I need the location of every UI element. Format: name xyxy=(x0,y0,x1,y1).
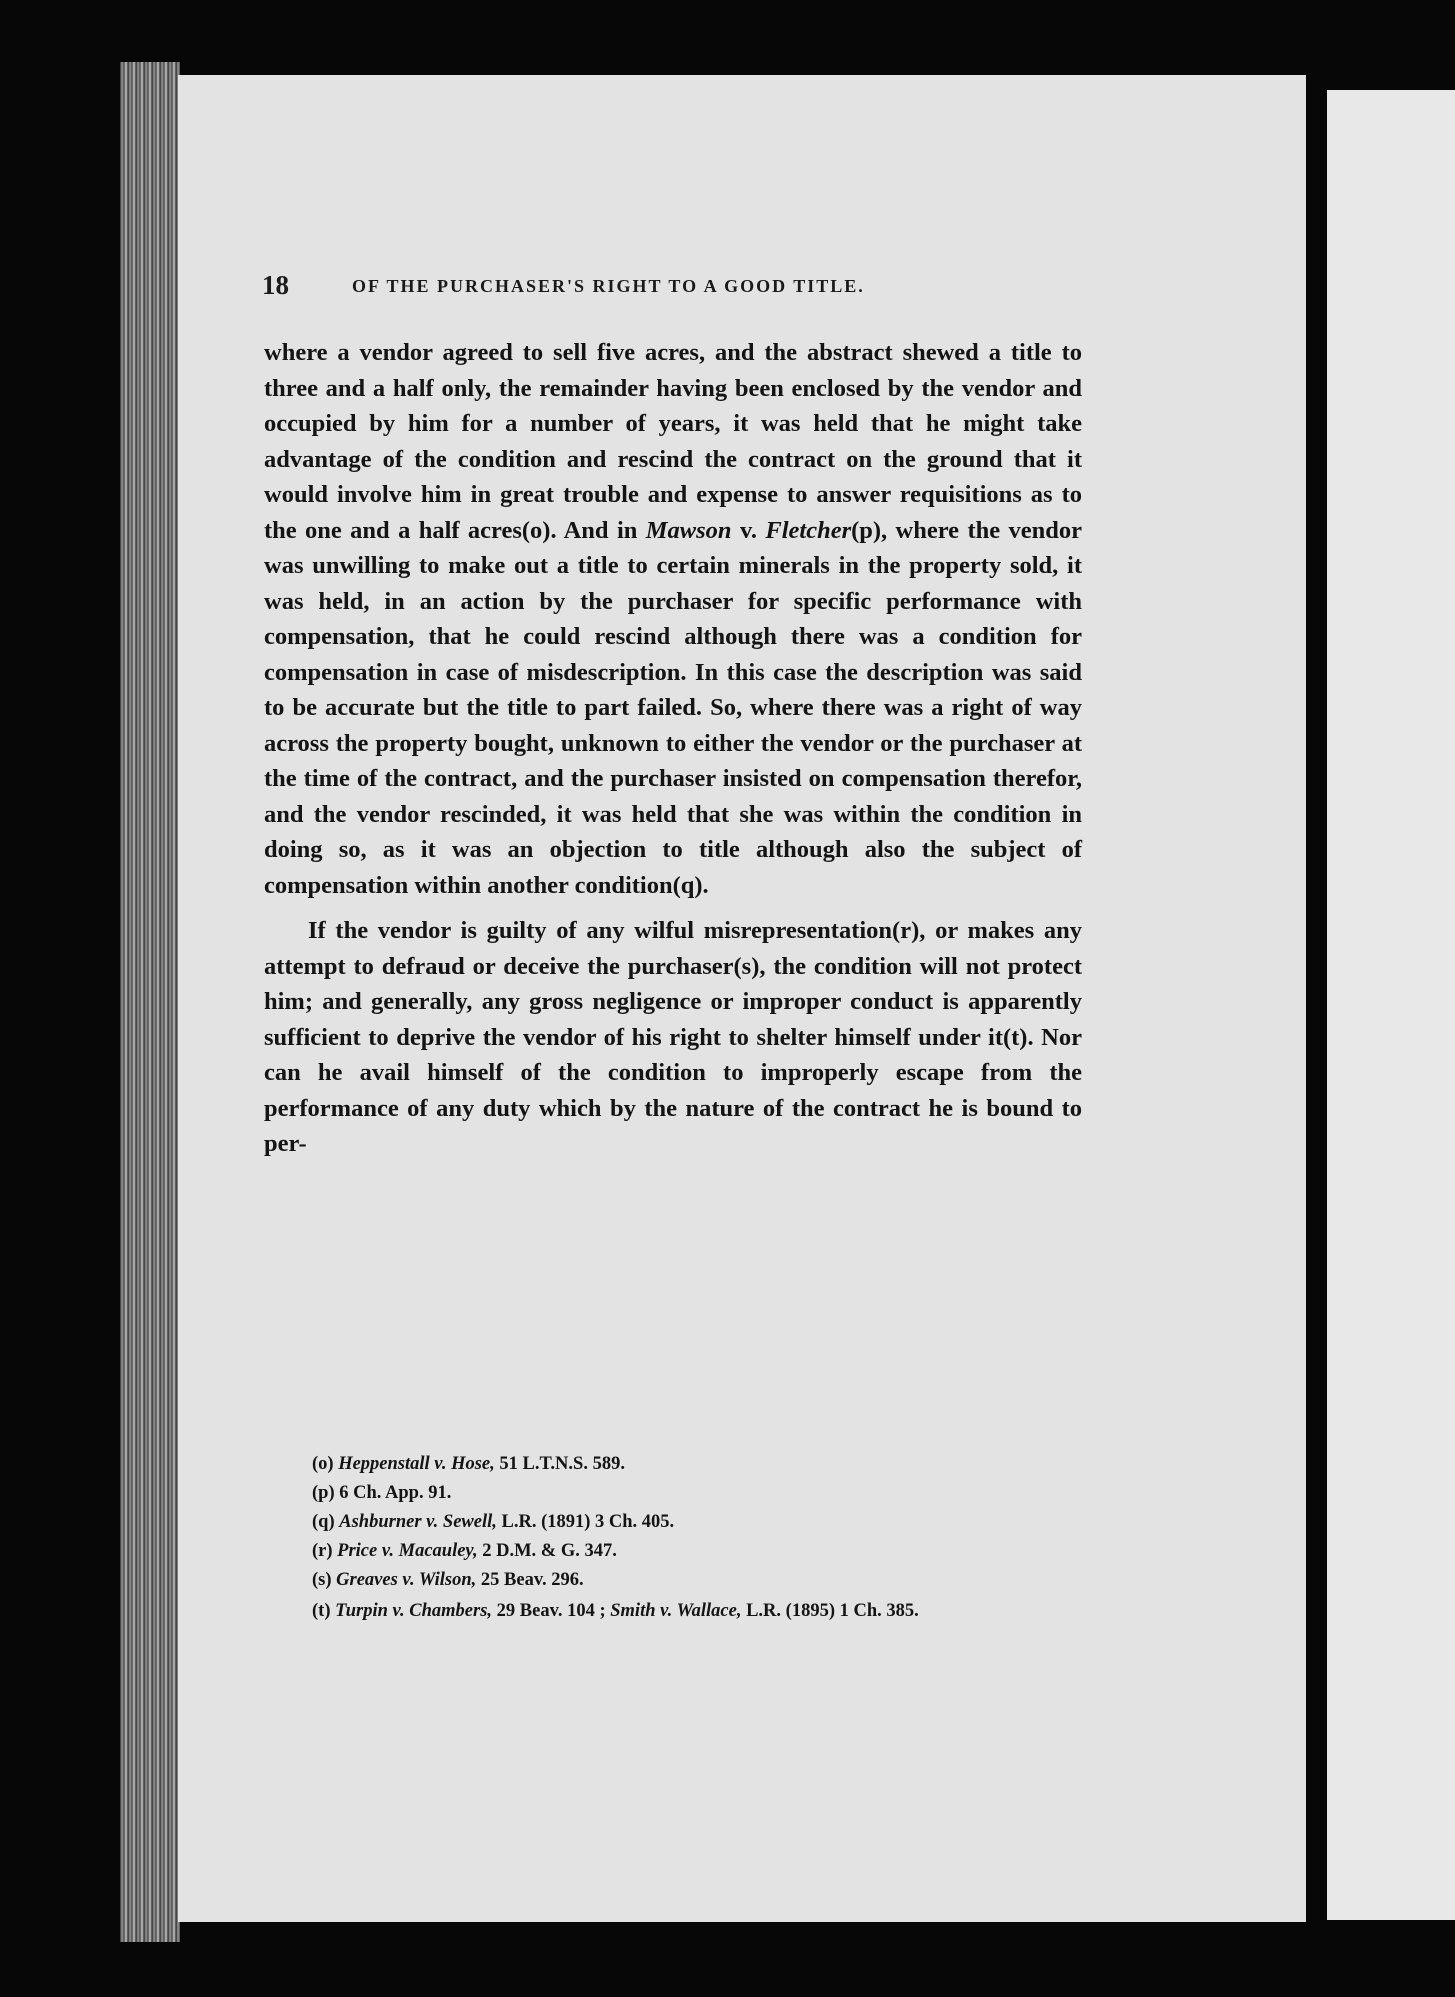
footnote-t: (t) Turpin v. Chambers, 29 Beav. 104 ; Smith v. Wallace, L.R. (1895) 1 Ch. 385. xyxy=(312,1601,919,1621)
footnote-q: (q) Ashburner v. Sewell, L.R. (1891) 3 Ch. 405. xyxy=(312,1512,675,1532)
case-mawson: Mawson xyxy=(645,516,732,544)
paragraph-2: If the vendor is guilty of any wilful misrepresentation(r), or makes any attempt to defraud or deceive the purchaser(s), the condition will not protect him; and generally, any gross negligence or improper conduct is apparently sufficient to deprive the vendor of his right to shelter himself under it(t). Nor can he avail himself of the condition to improperly escape from the performance of any duty which by the nature of the contract he is bound to per- xyxy=(264,917,1082,1157)
footnote-o: (o) Heppenstall v. Hose, 51 L.T.N.S. 589. xyxy=(312,1454,625,1474)
footnote-p: (p) 6 Ch. App. 91. xyxy=(312,1483,452,1503)
footnote-r: (r) Price v. Macauley, 2 D.M. & G. 347. xyxy=(312,1541,617,1561)
case-fletcher: Fletcher xyxy=(765,516,852,544)
body-text xyxy=(264,335,1082,1162)
footnote-s: (s) Greaves v. Wilson, 25 Beav. 296. xyxy=(312,1570,584,1590)
page-header xyxy=(262,270,1092,306)
paragraph-1: where a vendor agreed to sell five acres, and the abstract shewed a title to three and a half only, the remainder having been enclosed by the vendor and occupied by him for a number of years, it was held that he might take advantage of the condition and rescind the contract on the ground that it would involve him in great trouble and expense to answer requisitions as to the one and a half acres(o). And in Mawson v. Fletcher(p), where the vendor was unwilling to make out a title to certain minerals in the property sold, it was held, in an action by the purchaser for specific performance with compensation, that he could rescind although there was a condition for compensation in case of misdescription. In this case the description was said to be accurate but the title to part failed. So, where there was a right of way across the property bought, unknown to either the vendor or the purchaser at the time of the contract, and the purchaser insisted on compensation therefor, and the vendor rescinded, it was held that she was within the condition in doing so, as it was an objection to title although also the subject of compensation within another condition(q). xyxy=(264,339,1082,899)
book-spine-edge xyxy=(120,62,180,1942)
page-number: 18 xyxy=(262,270,289,300)
footnotes xyxy=(262,1450,1082,1622)
facing-page-edge xyxy=(1327,90,1455,1920)
running-head: OF THE PURCHASER'S RIGHT TO A GOOD TITLE. xyxy=(352,276,865,296)
